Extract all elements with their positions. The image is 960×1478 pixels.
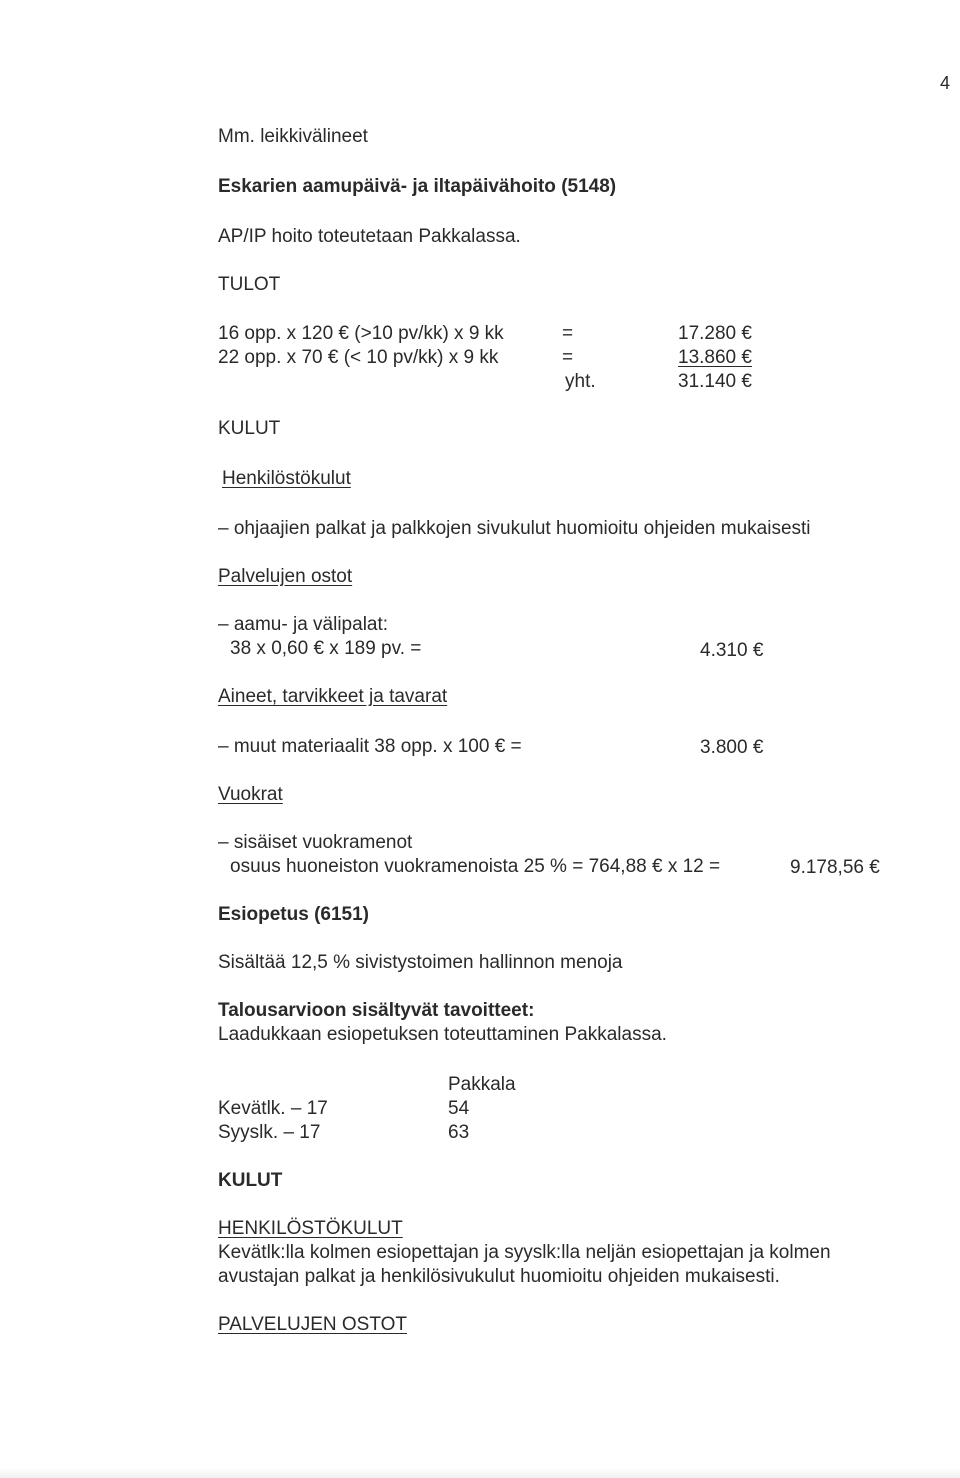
text-aamu-calc: 38 x 0,60 € x 189 pv. = — [230, 638, 422, 659]
text-laadukkaan: Laadukkaan esiopetuksen toteuttaminen Pakkalassa. — [218, 1024, 667, 1045]
label-kulut: KULUT — [218, 418, 281, 439]
subheading-henkilostokulut: Henkilöstökulut — [222, 468, 351, 489]
table-row-kevat-label: Kevätlk. – 17 — [218, 1098, 328, 1119]
income-row-1-eq: = — [562, 323, 574, 344]
text-kevatlk-line-1: Kevätlk:lla kolmen esiopettajan ja syyslk:lla neljän esiopettajan ja kolmen — [218, 1242, 831, 1263]
table-row-syys-value: 63 — [448, 1122, 470, 1143]
heading-talousarvio: Talousarvioon sisältyvät tavoitteet: — [218, 1000, 535, 1021]
text-leikkivalineet: Mm. leikkivälineet — [218, 126, 368, 147]
subheading-palvelujen-ostot: Palvelujen ostot — [218, 566, 353, 587]
text-aamu-valipalat: – aamu- ja välipalat: — [218, 614, 389, 635]
scan-edge — [0, 1468, 960, 1478]
income-row-2-eq: = — [562, 347, 574, 368]
income-row-2-desc: 22 opp. x 70 € (< 10 pv/kk) x 9 kk — [218, 347, 499, 368]
income-row-1-desc: 16 opp. x 120 € (>10 pv/kk) x 9 kk — [218, 323, 504, 344]
income-total-value: 31.140 € — [678, 371, 752, 392]
text-sisaiset-vuokramenot: – sisäiset vuokramenot — [218, 832, 413, 853]
heading-esiopetus: Esiopetus (6151) — [218, 904, 369, 925]
text-sisaltaa: Sisältää 12,5 % sivistystoimen hallinnon menoja — [218, 952, 623, 973]
income-row-1-value: 17.280 € — [678, 323, 752, 344]
value-aamu: 4.310 € — [700, 640, 764, 661]
subheading-henkilostokulut-caps: HENKILÖSTÖKULUT — [218, 1218, 403, 1239]
value-muut: 3.800 € — [700, 737, 764, 758]
income-total-label: yht. — [565, 371, 596, 392]
value-osuus: 9.178,56 € — [790, 857, 880, 878]
text-muut-materiaalit: – muut materiaalit 38 opp. x 100 € = — [218, 736, 522, 757]
table-header-pakkala: Pakkala — [448, 1074, 516, 1095]
text-kevatlk-line-2: avustajan palkat ja henkilösivukulut huomioitu ohjeiden mukaisesti. — [218, 1266, 780, 1287]
label-tulot: TULOT — [218, 274, 281, 295]
subheading-vuokrat: Vuokrat — [218, 784, 283, 805]
text-apip: AP/IP hoito toteutetaan Pakkalassa. — [218, 226, 521, 247]
heading-eskarien-hoito: Eskarien aamupäivä- ja iltapäivähoito (5148) — [218, 176, 617, 197]
table-row-syys-label: Syyslk. – 17 — [218, 1122, 321, 1143]
subheading-aineet: Aineet, tarvikkeet ja tavarat — [218, 686, 448, 707]
table-row-kevat-value: 54 — [448, 1098, 470, 1119]
income-row-2-value: 13.860 € — [678, 347, 752, 368]
page-number: 4 — [940, 73, 951, 93]
subheading-palvelujen-ostot-caps: PALVELUJEN OSTOT — [218, 1314, 407, 1335]
text-ohjaajien-palkat: – ohjaajien palkat ja palkkojen sivukulut huomioitu ohjeiden mukaisesti — [218, 518, 811, 539]
heading-kulut-2: KULUT — [218, 1170, 283, 1191]
text-osuus: osuus huoneiston vuokramenoista 25 % = 764,88 € x 12 = — [230, 856, 721, 877]
